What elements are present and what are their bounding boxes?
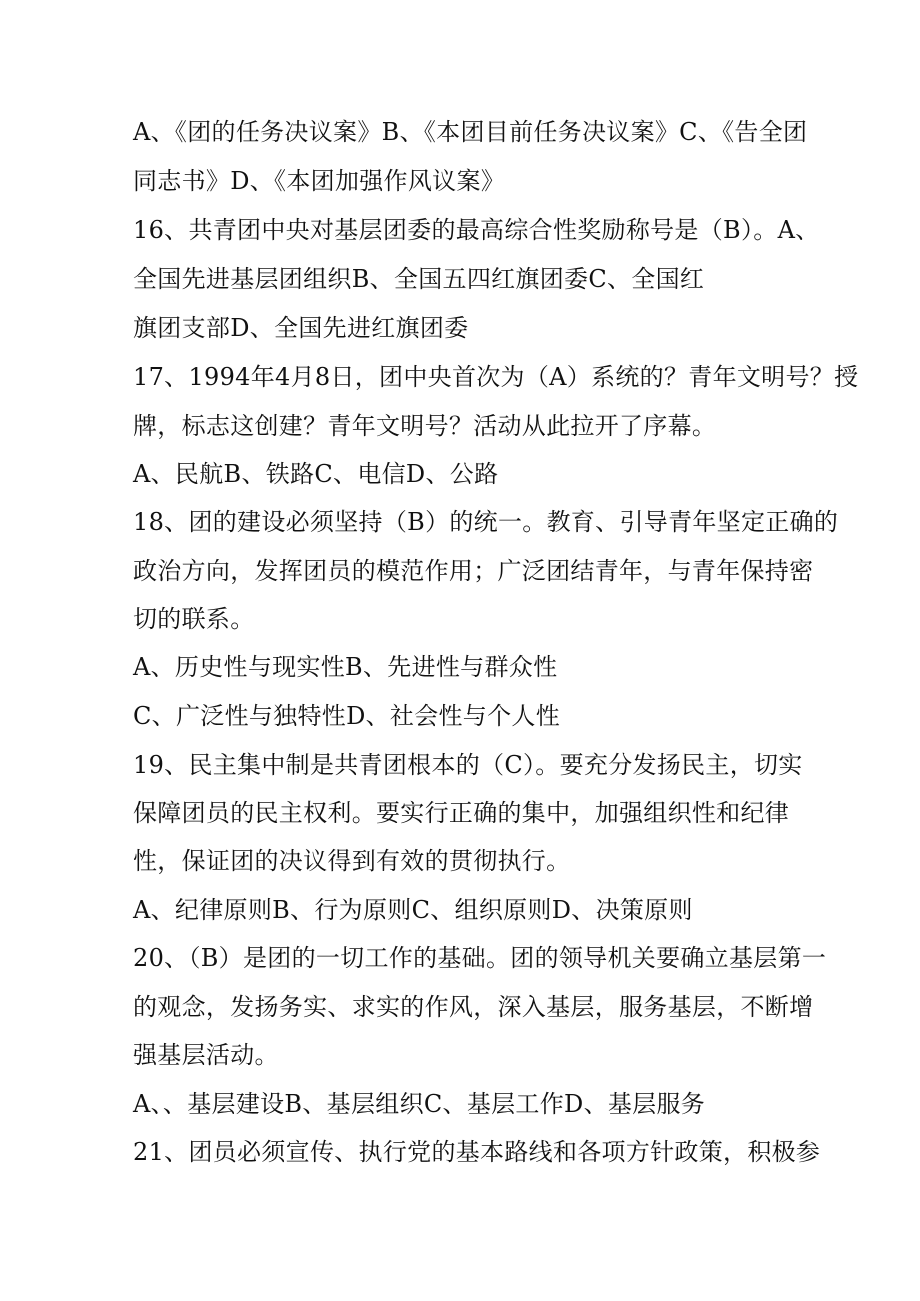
text-line: 性，保证团的决议得到有效的贯彻执行。 xyxy=(133,847,571,875)
text-line: 17、1994年4月8日，团中央首次为（A）系统的？青年文明号？授 xyxy=(133,363,859,391)
text-line: 19、民主集中制是共青团根本的（C）。要充分发扬民主，切实 xyxy=(133,751,803,779)
text-line: 20、（B）是团的一切工作的基础。团的领导机关要确立基层第一 xyxy=(133,944,827,972)
text-line: A、民航B、铁路C、电信D、公路 xyxy=(133,460,499,488)
text-line: 21、团员必须宣传、执行党的基本路线和各项方针政策，积极参 xyxy=(133,1138,821,1166)
text-line: 切的联系。 xyxy=(133,605,255,633)
text-line: 同志书》D、《本团加强作风议案》 xyxy=(133,167,506,195)
text-line: A、《团的任务决议案》B、《本团目前任务决议案》C、《告全团 xyxy=(133,118,808,146)
text-line: A、历史性与现实性B、先进性与群众性 xyxy=(133,653,558,681)
text-line: 政治方向，发挥团员的模范作用；广泛团结青年，与青年保持密 xyxy=(133,557,814,585)
text-line: 全国先进基层团组织B、全国五四红旗团委C、全国红 xyxy=(133,265,705,293)
text-line: 强基层活动。 xyxy=(133,1041,279,1069)
text-line: 16、共青团中央对基层团委的最高综合性奖励称号是（B）。A、 xyxy=(133,216,820,244)
text-line: 保障团员的民主权利。要实行正确的集中，加强组织性和纪律 xyxy=(133,799,790,827)
text-line: 的观念，发扬务实、求实的作风，深入基层，服务基层，不断增 xyxy=(133,993,814,1021)
text-line: 旗团支部D、全国先进红旗团委 xyxy=(133,314,469,342)
text-line: A、、基层建设B、基层组织C、基层工作D、基层服务 xyxy=(133,1090,706,1118)
text-line: A、纪律原则B、行为原则C、组织原则D、决策原则 xyxy=(133,896,693,924)
text-line: C、广泛性与独特性D、社会性与个人性 xyxy=(133,702,561,730)
text-line: 牌，标志这创建？青年文明号？活动从此拉开了序幕。 xyxy=(133,412,717,440)
text-line: 18、团的建设必须坚持（B）的统一。教育、引导青年坚定正确的 xyxy=(133,508,839,536)
